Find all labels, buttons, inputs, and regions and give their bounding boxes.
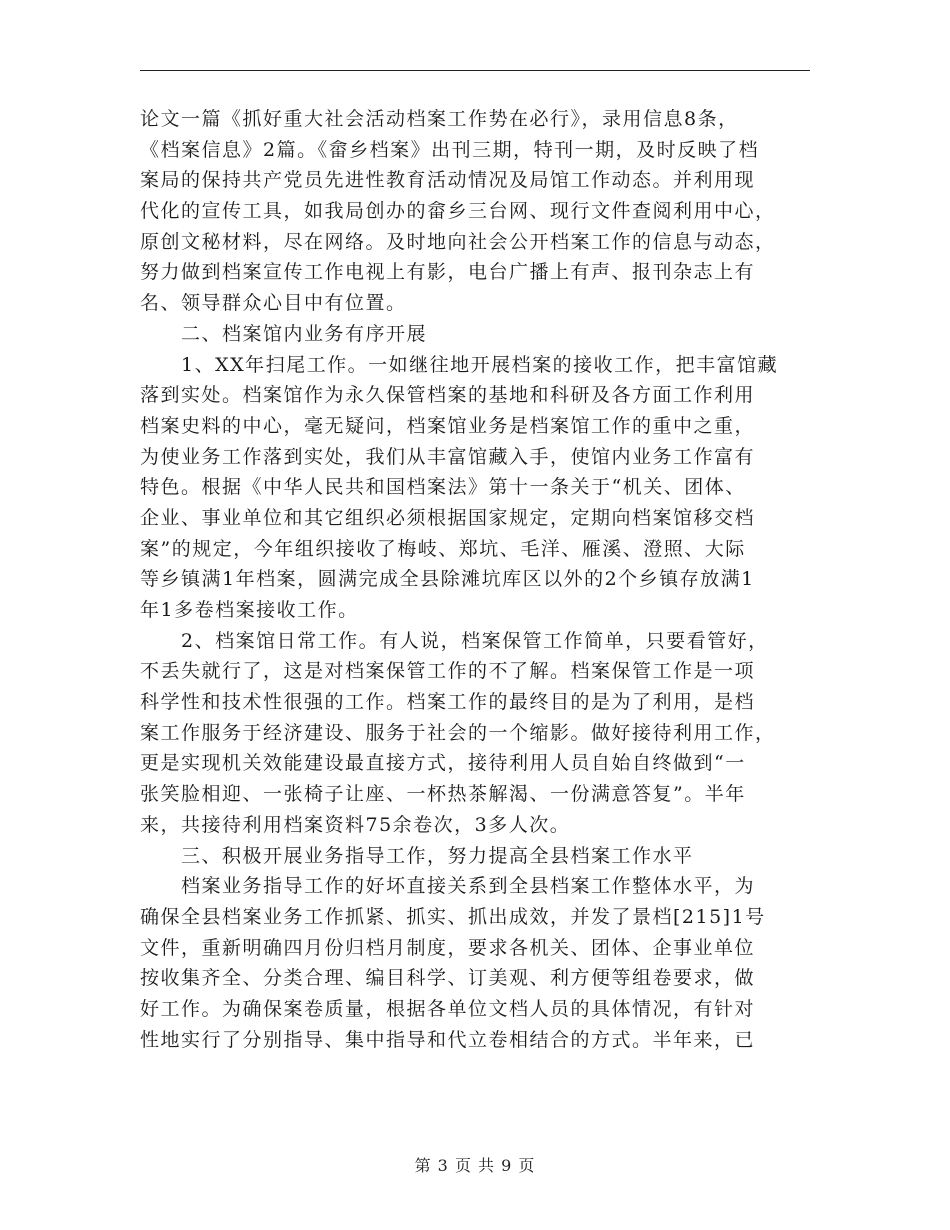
text-line: 性地实行了分别指导、集中指导和代立卷相结合的方式。半年来，已 xyxy=(140,1028,756,1051)
text-line: 年1多卷档案接收工作。 xyxy=(140,599,359,621)
page-number-footer: 第 3 页 共 9 页 xyxy=(414,1156,536,1175)
text-line: 2、档案馆日常工作。有人说，档案保管工作简单，只要看管好， xyxy=(140,629,769,652)
body-text xyxy=(140,104,820,1055)
text-line: 代化的宣传工具，如我局创办的畲乡三台网、现行文件查阅利用中心， xyxy=(140,200,776,223)
text-line: 科学性和技术性很强的工作。档案工作的最终目的是为了利用，是档 xyxy=(140,691,756,714)
text-line: 不丢失就行了，这是对档案保管工作的不了解。档案保管工作是一项 xyxy=(140,660,756,683)
text-line: 更是实现机关效能建设最直接方式，接待利用人员自始自终做到“一 xyxy=(140,752,746,775)
text-line: 张笑脸相迎、一张椅子让座、一杯热茶解渴、一份满意答复”。半年 xyxy=(140,783,746,806)
text-line: 按收集齐全、分类合理、编目科学、订美观、利方便等组卷要求，做 xyxy=(140,967,756,990)
text-line: 案”的规定，今年组织接收了梅岐、郑坑、毛洋、雁溪、澄照、大际 xyxy=(140,537,746,560)
text-line: 好工作。为确保案卷质量，根据各单位文档人员的具体情况，有针对 xyxy=(140,997,756,1020)
text-line: 案局的保持共产党员先进性教育活动情况及局馆工作动态。并利用现 xyxy=(140,169,756,192)
header-rule xyxy=(140,70,810,71)
text-line: 努力做到档案宣传工作电视上有影，电台广播上有声、报刊杂志上有 xyxy=(140,261,756,284)
text-line: 来，共接待利用档案资料75余卷次，3多人次。 xyxy=(140,813,571,836)
text-line: 企业、事业单位和其它组织必须根据国家规定，定期向档案馆移交档 xyxy=(140,506,756,529)
text-line: 原创文秘材料，尽在网络。及时地向社会公开档案工作的信息与动态， xyxy=(140,230,776,253)
text-line: 等乡镇满1年档案，圆满完成全县除滩坑库区以外的2个乡镇存放满1 xyxy=(140,568,755,591)
text-line: 1、XX年扫尾工作。一如继往地开展档案的接收工作，把丰富馆藏 xyxy=(140,353,779,376)
text-line: 《档案信息》2篇。《畲乡档案》出刊三期，特刊一期，及时反映了档 xyxy=(140,138,760,161)
text-line: 档案史料的中心，毫无疑问，档案馆业务是档案馆工作的重中之重， xyxy=(140,414,756,437)
text-line: 文件，重新明确四月份归档月制度，要求各机关、团体、企事业单位 xyxy=(140,936,756,959)
text-line: 案工作服务于经济建设、服务于社会的一个缩影。做好接待利用工作， xyxy=(140,721,776,744)
text-line: 特色。根据《中华人民共和国档案法》第十一条关于“机关、团体、 xyxy=(140,476,746,499)
text-line: 为使业务工作落到实处，我们从丰富馆藏入手，使馆内业务工作富有 xyxy=(140,445,756,468)
section-heading: 三、积极开展业务指导工作，努力提高全县档案工作水平 xyxy=(140,844,694,867)
section-heading: 二、档案馆内业务有序开展 xyxy=(140,322,428,345)
text-line: 落到实处。档案馆作为永久保管档案的基地和科研及各方面工作利用 xyxy=(140,384,756,407)
text-line: 档案业务指导工作的好坏直接关系到全县档案工作整体水平，为 xyxy=(140,875,756,898)
text-line: 名、领导群众心目中有位置。 xyxy=(140,292,407,315)
text-line: 确保全县档案业务工作抓紧、抓实、抓出成效，并发了景档[215]1号 xyxy=(140,905,766,928)
text-line: 论文一篇《抓好重大社会活动档案工作势在必行》，录用信息8条， xyxy=(140,108,739,130)
